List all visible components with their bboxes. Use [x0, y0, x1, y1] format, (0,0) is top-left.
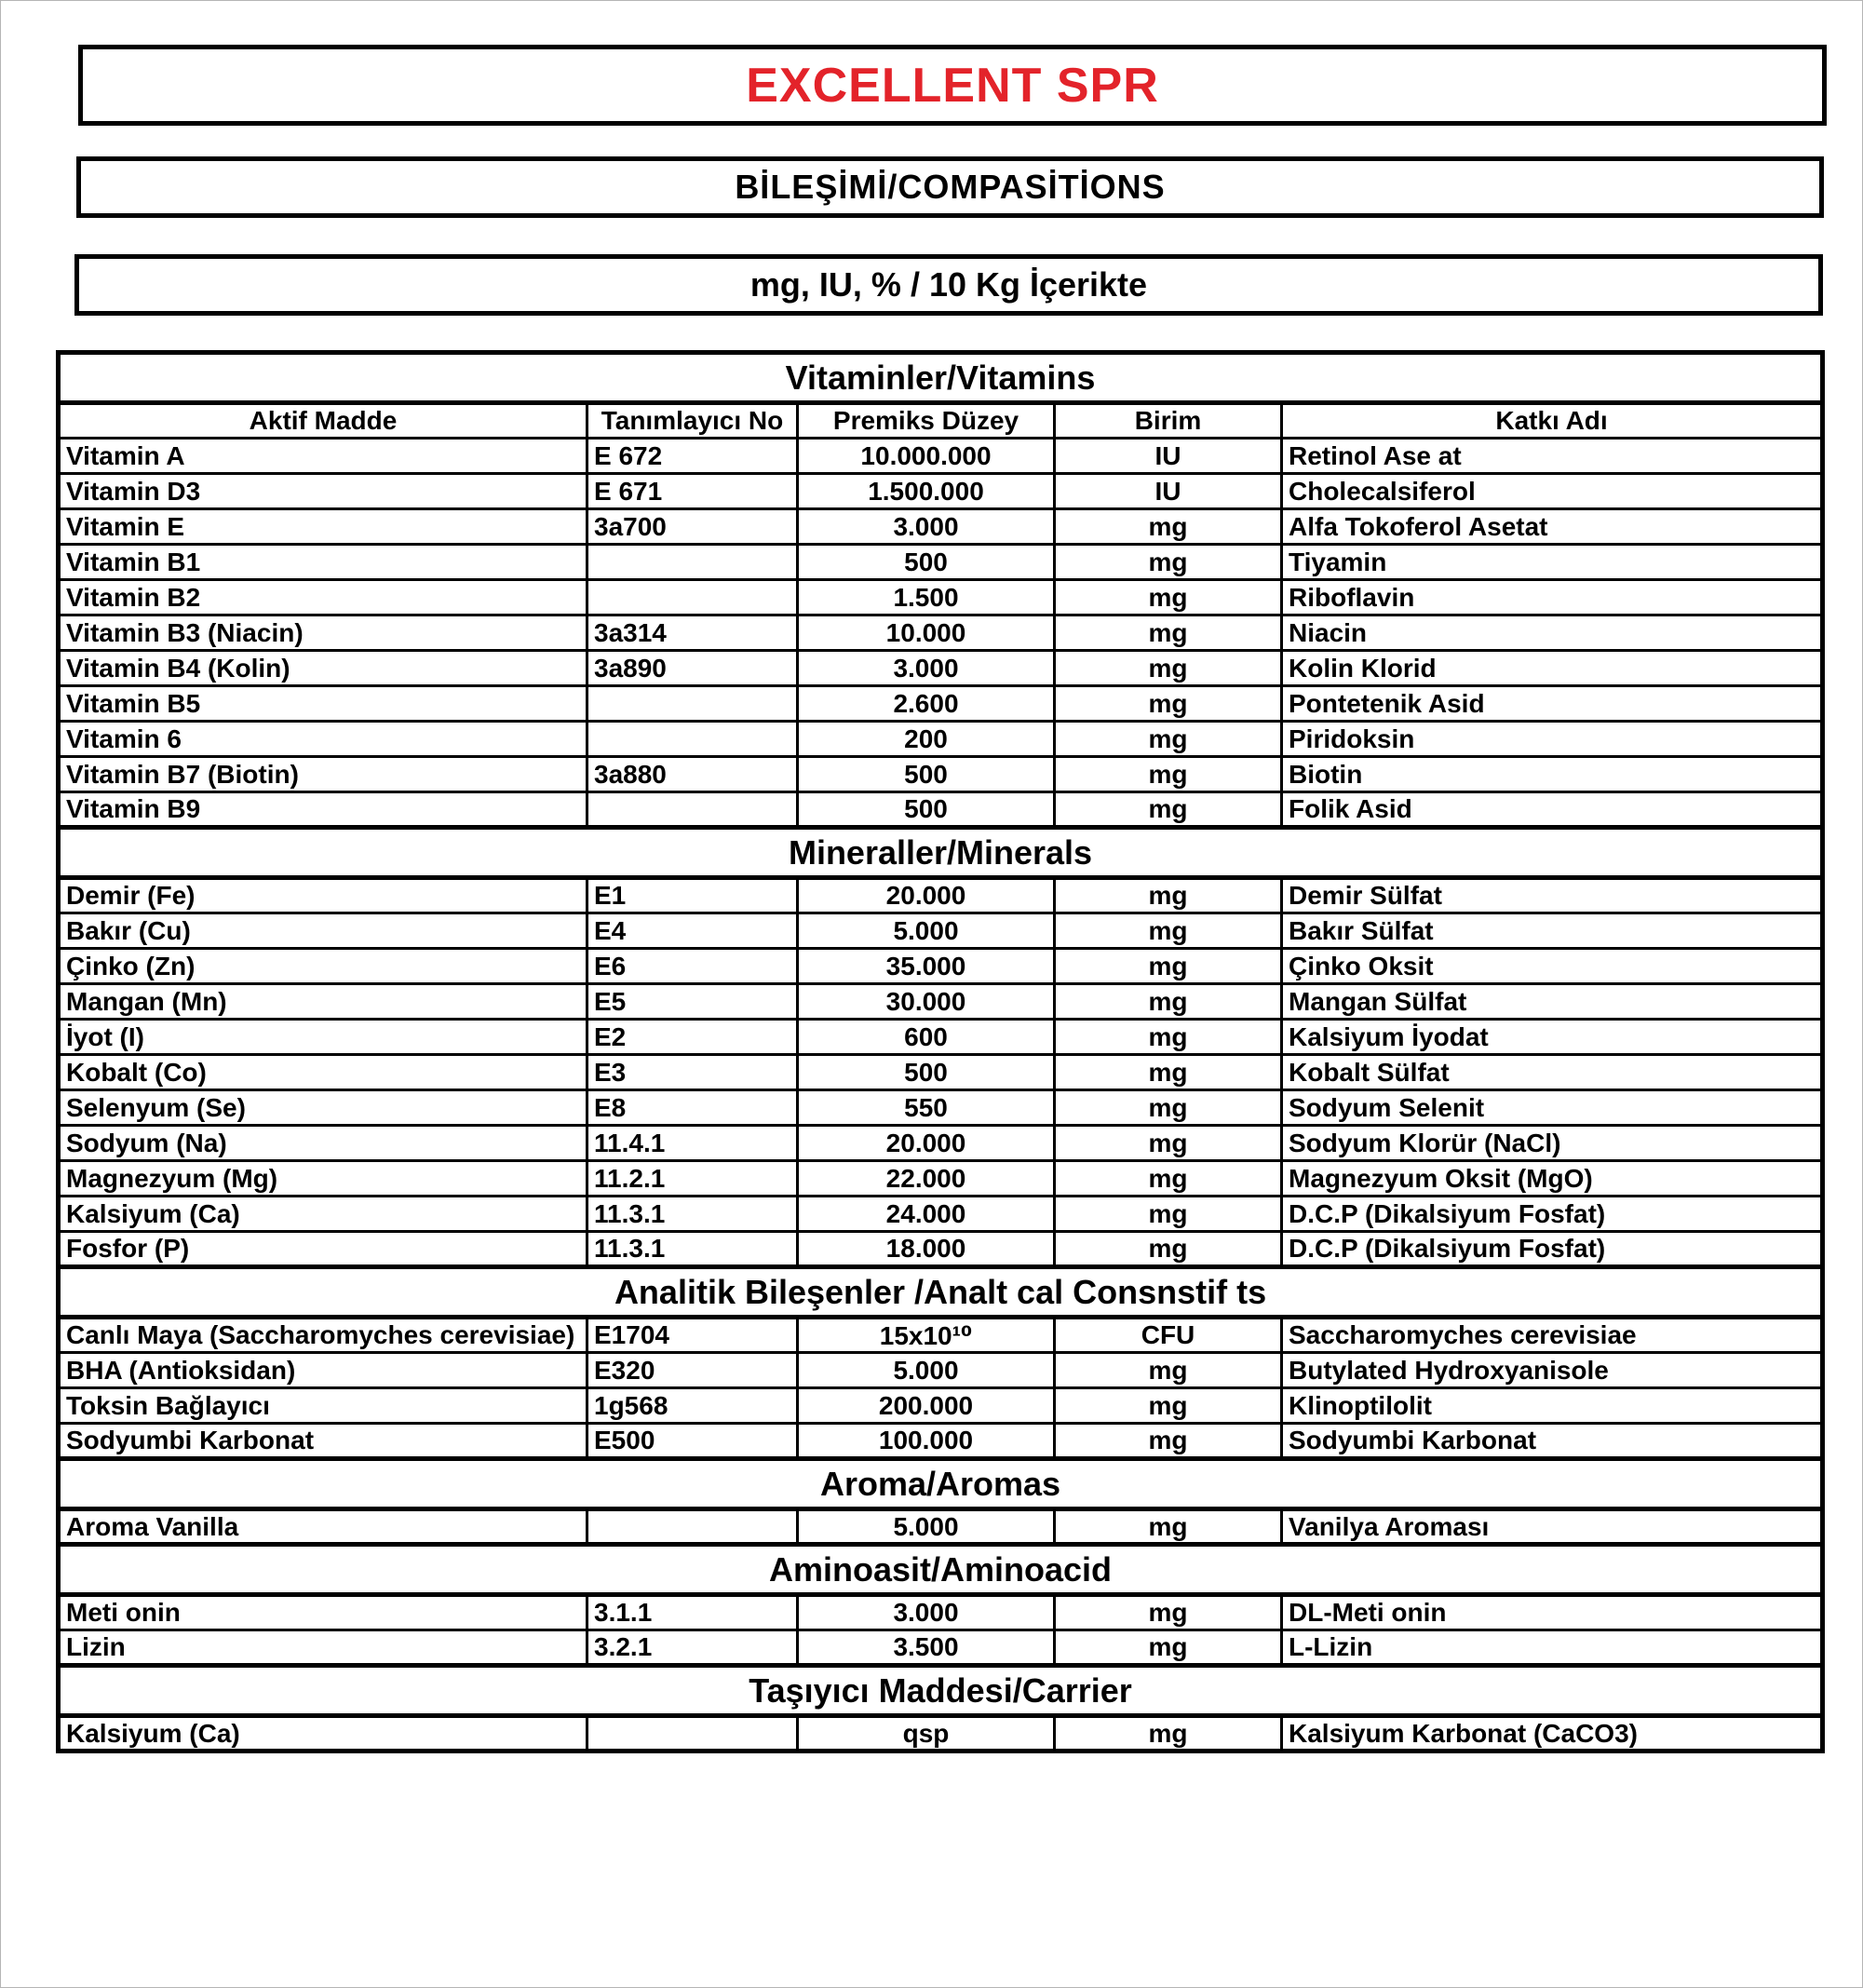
- table-cell: mg: [1055, 651, 1282, 686]
- table-cell: 500: [798, 757, 1055, 792]
- section-title: Aminoasit/Aminoacid: [59, 1545, 1823, 1595]
- table-cell: Magnezyum Oksit (MgO): [1282, 1161, 1823, 1197]
- table-row: [59, 722, 1823, 757]
- table-cell: Toksin Bağlayıcı: [59, 1388, 587, 1424]
- table-cell: Magnezyum (Mg): [59, 1161, 587, 1197]
- table-cell: Vitamin E: [59, 509, 587, 545]
- table-row: [59, 1055, 1823, 1090]
- section-title: Taşıyıcı Maddesi/Carrier: [59, 1666, 1823, 1716]
- table-cell: IU: [1055, 474, 1282, 509]
- table-row: [59, 1161, 1823, 1197]
- table-cell: E5: [587, 984, 798, 1020]
- table-cell: mg: [1055, 1161, 1282, 1197]
- table-cell: mg: [1055, 1090, 1282, 1126]
- column-header: Premiks Düzey: [798, 403, 1055, 439]
- table-cell: mg: [1055, 913, 1282, 949]
- table-cell: [587, 722, 798, 757]
- composition-table-body: [59, 353, 1823, 1751]
- table-cell: mg: [1055, 1232, 1282, 1267]
- table-cell: Vitamin B1: [59, 545, 587, 580]
- table-cell: 3a314: [587, 615, 798, 651]
- column-header: Tanımlayıcı No: [587, 403, 798, 439]
- table-cell: 2.600: [798, 686, 1055, 722]
- table-cell: Kobalt (Co): [59, 1055, 587, 1090]
- table-cell: 200: [798, 722, 1055, 757]
- table-cell: Demir (Fe): [59, 878, 587, 913]
- table-cell: Sodyumbi Karbonat: [59, 1424, 587, 1459]
- table-cell: BHA (Antioksidan): [59, 1353, 587, 1388]
- section-title: Vitaminler/Vitamins: [59, 353, 1823, 403]
- table-cell: mg: [1055, 757, 1282, 792]
- table-row: [59, 1595, 1823, 1630]
- table-cell: mg: [1055, 1630, 1282, 1666]
- table-row: [59, 984, 1823, 1020]
- table-cell: E4: [587, 913, 798, 949]
- table-cell: D.C.P (Dikalsiyum Fosfat): [1282, 1197, 1823, 1232]
- table-cell: mg: [1055, 615, 1282, 651]
- table-cell: 100.000: [798, 1424, 1055, 1459]
- table-cell: E1704: [587, 1318, 798, 1353]
- table-cell: Retinol Ase at: [1282, 439, 1823, 474]
- table-cell: Demir Sülfat: [1282, 878, 1823, 913]
- table-cell: 500: [798, 545, 1055, 580]
- table-row: [59, 686, 1823, 722]
- product-title-box: [78, 45, 1827, 126]
- table-cell: Vitamin 6: [59, 722, 587, 757]
- table-row: [59, 1388, 1823, 1424]
- table-cell: 10.000: [798, 615, 1055, 651]
- table-cell: IU: [1055, 439, 1282, 474]
- table-cell: Pontetenik Asid: [1282, 686, 1823, 722]
- table-cell: E 671: [587, 474, 798, 509]
- table-cell: 5.000: [798, 1509, 1055, 1545]
- table-cell: mg: [1055, 722, 1282, 757]
- table-cell: Vitamin B3 (Niacin): [59, 615, 587, 651]
- section-row: [59, 1545, 1823, 1595]
- table-cell: mg: [1055, 1509, 1282, 1545]
- table-cell: E1: [587, 878, 798, 913]
- table-cell: qsp: [798, 1716, 1055, 1751]
- table-cell: 1.500: [798, 580, 1055, 615]
- table-row: [59, 1424, 1823, 1459]
- table-cell: Klinoptilolit: [1282, 1388, 1823, 1424]
- table-cell: [587, 686, 798, 722]
- table-cell: 3.500: [798, 1630, 1055, 1666]
- table-cell: Bakır Sülfat: [1282, 913, 1823, 949]
- table-cell: E 672: [587, 439, 798, 474]
- table-row: [59, 1630, 1823, 1666]
- table-cell: Vitamin B5: [59, 686, 587, 722]
- table-cell: 5.000: [798, 913, 1055, 949]
- table-cell: mg: [1055, 686, 1282, 722]
- table-cell: Vitamin B2: [59, 580, 587, 615]
- table-cell: 22.000: [798, 1161, 1055, 1197]
- section-row: [59, 1459, 1823, 1509]
- table-cell: 11.2.1: [587, 1161, 798, 1197]
- table-cell: Mangan Sülfat: [1282, 984, 1823, 1020]
- table-cell: mg: [1055, 545, 1282, 580]
- table-cell: Selenyum (Se): [59, 1090, 587, 1126]
- table-cell: 1g568: [587, 1388, 798, 1424]
- table-cell: Sodyum Selenit: [1282, 1090, 1823, 1126]
- table-row: [59, 878, 1823, 913]
- table-cell: DL-Meti onin: [1282, 1595, 1823, 1630]
- table-cell: [587, 792, 798, 828]
- table-cell: Kalsiyum Karbonat (CaCO3): [1282, 1716, 1823, 1751]
- table-cell: 35.000: [798, 949, 1055, 984]
- table-cell: Riboflavin: [1282, 580, 1823, 615]
- table-row: [59, 580, 1823, 615]
- table-cell: mg: [1055, 792, 1282, 828]
- table-row: [59, 1716, 1823, 1751]
- table-row: [59, 1197, 1823, 1232]
- table-cell: E6: [587, 949, 798, 984]
- table-cell: 24.000: [798, 1197, 1055, 1232]
- table-cell: Kalsiyum (Ca): [59, 1716, 587, 1751]
- table-cell: Kobalt Sülfat: [1282, 1055, 1823, 1090]
- table-cell: 600: [798, 1020, 1055, 1055]
- table-cell: 18.000: [798, 1232, 1055, 1267]
- table-cell: Vitamin B9: [59, 792, 587, 828]
- table-row: [59, 1353, 1823, 1388]
- table-row: [59, 792, 1823, 828]
- table-row: [59, 545, 1823, 580]
- table-cell: Mangan (Mn): [59, 984, 587, 1020]
- table-cell: mg: [1055, 1424, 1282, 1459]
- table-row: [59, 1232, 1823, 1267]
- column-header-row: [59, 403, 1823, 439]
- table-row: [59, 1318, 1823, 1353]
- table-cell: Folik Asid: [1282, 792, 1823, 828]
- table-cell: Kalsiyum (Ca): [59, 1197, 587, 1232]
- product-title: EXCELLENT SPR: [746, 58, 1159, 113]
- table-cell: Tiyamin: [1282, 545, 1823, 580]
- table-cell: mg: [1055, 1020, 1282, 1055]
- table-cell: mg: [1055, 1126, 1282, 1161]
- table-cell: Meti onin: [59, 1595, 587, 1630]
- table-cell: Lizin: [59, 1630, 587, 1666]
- table-cell: Kolin Klorid: [1282, 651, 1823, 686]
- table-cell: mg: [1055, 1716, 1282, 1751]
- table-cell: Alfa Tokoferol Asetat: [1282, 509, 1823, 545]
- table-row: [59, 757, 1823, 792]
- table-cell: 3.2.1: [587, 1630, 798, 1666]
- table-cell: İyot (I): [59, 1020, 587, 1055]
- table-cell: Vitamin D3: [59, 474, 587, 509]
- table-row: [59, 651, 1823, 686]
- table-cell: L-Lizin: [1282, 1630, 1823, 1666]
- table-cell: Niacin: [1282, 615, 1823, 651]
- table-cell: Sodyum (Na): [59, 1126, 587, 1161]
- table-cell: 10.000.000: [798, 439, 1055, 474]
- section-title: Mineraller/Minerals: [59, 828, 1823, 878]
- section-title: Aroma/Aromas: [59, 1459, 1823, 1509]
- table-cell: Sodyum Klorür (NaCl): [1282, 1126, 1823, 1161]
- table-cell: Vitamin B7 (Biotin): [59, 757, 587, 792]
- table-cell: 30.000: [798, 984, 1055, 1020]
- table-cell: 3a700: [587, 509, 798, 545]
- table-cell: mg: [1055, 878, 1282, 913]
- table-cell: Saccharomyches cerevisiae: [1282, 1318, 1823, 1353]
- table-row: [59, 509, 1823, 545]
- table-cell: 3.1.1: [587, 1595, 798, 1630]
- section-row: [59, 828, 1823, 878]
- table-cell: 500: [798, 1055, 1055, 1090]
- table-cell: mg: [1055, 1595, 1282, 1630]
- table-cell: 3.000: [798, 1595, 1055, 1630]
- table-cell: E8: [587, 1090, 798, 1126]
- column-header: Katkı Adı: [1282, 403, 1823, 439]
- table-cell: 550: [798, 1090, 1055, 1126]
- column-header: Aktif Madde: [59, 403, 587, 439]
- table-cell: 500: [798, 792, 1055, 828]
- table-cell: 11.3.1: [587, 1232, 798, 1267]
- table-cell: mg: [1055, 1197, 1282, 1232]
- table-cell: mg: [1055, 949, 1282, 984]
- section-row: [59, 353, 1823, 403]
- table-cell: Çinko Oksit: [1282, 949, 1823, 984]
- table-cell: 3a890: [587, 651, 798, 686]
- table-row: [59, 615, 1823, 651]
- table-cell: 3.000: [798, 509, 1055, 545]
- table-cell: [587, 580, 798, 615]
- composition-heading: BİLEŞİMİ/COMPASİTİONS: [76, 156, 1824, 218]
- column-header: Birim: [1055, 403, 1282, 439]
- table-cell: mg: [1055, 1055, 1282, 1090]
- table-cell: Butylated Hydroxyanisole: [1282, 1353, 1823, 1388]
- section-row: [59, 1267, 1823, 1318]
- table-cell: 20.000: [798, 878, 1055, 913]
- table-cell: 3a880: [587, 757, 798, 792]
- table-cell: [587, 1509, 798, 1545]
- table-row: [59, 1509, 1823, 1545]
- table-cell: 11.4.1: [587, 1126, 798, 1161]
- table-cell: 5.000: [798, 1353, 1055, 1388]
- table-cell: Vitamin A: [59, 439, 587, 474]
- table-cell: Aroma Vanilla: [59, 1509, 587, 1545]
- table-cell: Fosfor (P): [59, 1232, 587, 1267]
- table-cell: Biotin: [1282, 757, 1823, 792]
- table-cell: E3: [587, 1055, 798, 1090]
- table-cell: Bakır (Cu): [59, 913, 587, 949]
- table-cell: Kalsiyum İyodat: [1282, 1020, 1823, 1055]
- table-row: [59, 1020, 1823, 1055]
- table-cell: Canlı Maya (Saccharomyches cerevisiae): [59, 1318, 587, 1353]
- unit-heading: mg, IU, % / 10 Kg İçerikte: [74, 254, 1823, 316]
- table-cell: E320: [587, 1353, 798, 1388]
- table-row: [59, 949, 1823, 984]
- table-cell: E500: [587, 1424, 798, 1459]
- table-row: [59, 439, 1823, 474]
- table-cell: 1.500.000: [798, 474, 1055, 509]
- composition-table: [56, 350, 1825, 1753]
- table-cell: Cholecalsiferol: [1282, 474, 1823, 509]
- table-cell: Vitamin B4 (Kolin): [59, 651, 587, 686]
- table-cell: Çinko (Zn): [59, 949, 587, 984]
- table-row: [59, 913, 1823, 949]
- table-cell: 200.000: [798, 1388, 1055, 1424]
- table-cell: mg: [1055, 580, 1282, 615]
- table-cell: mg: [1055, 509, 1282, 545]
- section-row: [59, 1666, 1823, 1716]
- table-cell: 3.000: [798, 651, 1055, 686]
- table-cell: Sodyumbi Karbonat: [1282, 1424, 1823, 1459]
- table-cell: mg: [1055, 1353, 1282, 1388]
- section-title: Analitik Bileşenler /Analt cal Consnstif ts: [59, 1267, 1823, 1318]
- table-cell: 11.3.1: [587, 1197, 798, 1232]
- table-cell: [587, 545, 798, 580]
- table-cell: Piridoksin: [1282, 722, 1823, 757]
- table-row: [59, 474, 1823, 509]
- table-cell: mg: [1055, 984, 1282, 1020]
- table-cell: mg: [1055, 1388, 1282, 1424]
- table-cell: 20.000: [798, 1126, 1055, 1161]
- table-cell: 15x10¹⁰: [798, 1318, 1055, 1353]
- table-row: [59, 1126, 1823, 1161]
- table-row: [59, 1090, 1823, 1126]
- table-cell: [587, 1716, 798, 1751]
- table-cell: Vanilya Aroması: [1282, 1509, 1823, 1545]
- table-cell: E2: [587, 1020, 798, 1055]
- table-cell: CFU: [1055, 1318, 1282, 1353]
- table-cell: D.C.P (Dikalsiyum Fosfat): [1282, 1232, 1823, 1267]
